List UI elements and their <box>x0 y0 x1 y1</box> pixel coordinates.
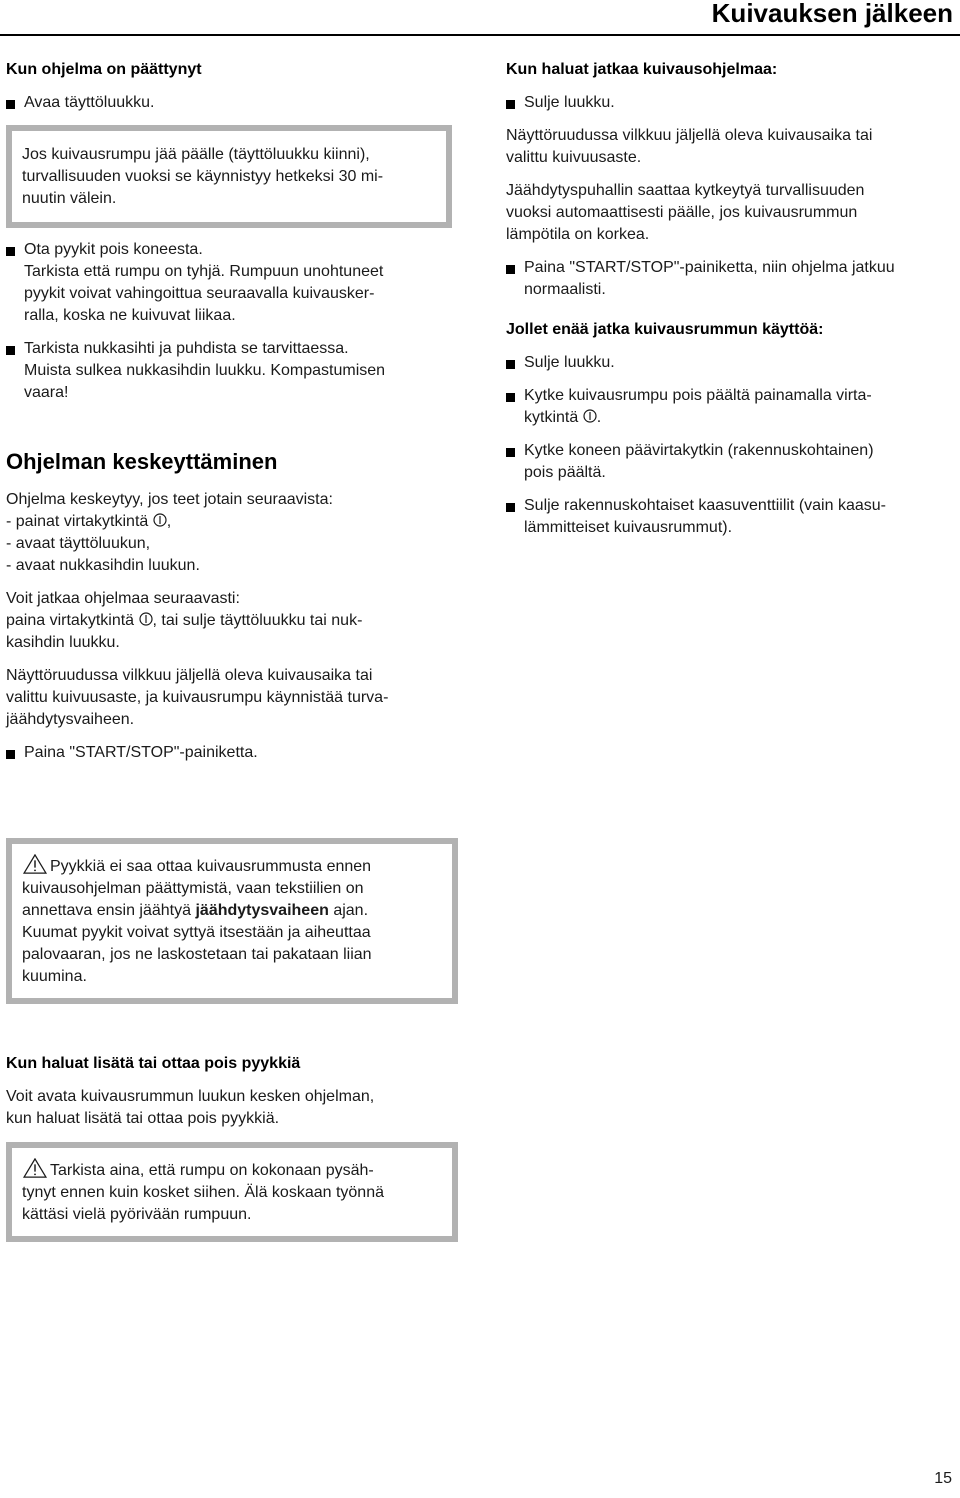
warning-line <box>22 854 442 878</box>
paragraph-line: - avaat täyttöluukun, <box>6 535 151 552</box>
list-item-text: . <box>596 409 602 426</box>
list-item-text: lämmitteiset kuivausrummut). <box>524 519 733 536</box>
list-item <box>6 92 452 114</box>
paragraph-text: - painat virtakytkintä <box>6 513 149 530</box>
section-heading-stop-use: Jollet enää jatka kuivausrummun käyttöä: <box>506 321 824 338</box>
list-item <box>506 352 952 374</box>
list-item-text: Paina "START/STOP"-painiketta, niin ohjelma jatkuu <box>524 259 895 276</box>
section-heading-interrupt: Ohjelman keskeyttäminen <box>6 449 278 474</box>
list-item-text: Sulje luukku. <box>524 354 615 371</box>
list-item-text: vaara! <box>24 384 69 401</box>
warning-box-hot-laundry <box>6 838 458 1004</box>
list-item-text: normaalisti. <box>524 281 606 298</box>
section-heading-add-remove: Kun haluat lisätä tai ottaa pois pyykkiä <box>6 1055 301 1072</box>
square-bullet-icon <box>506 360 515 369</box>
paragraph-text: , tai sulje täyttöluukku tai nuk- <box>152 612 363 629</box>
paragraph-line: valittu kuivuusaste, ja kuivausrumpu käynnistää turva- <box>6 689 389 706</box>
add-remove-laundry-section <box>6 1053 452 1242</box>
list-item <box>6 239 452 327</box>
warning-line: kuumina. <box>22 968 87 985</box>
paragraph-line: Voit avata kuivausrummun luukun kesken ohjelman, <box>6 1088 375 1105</box>
notice-line: nuutin välein. <box>22 190 117 207</box>
warning-line: tynyt ennen kuin kosket siihen. Älä koskaan työnnä <box>22 1184 384 1201</box>
notice-box <box>6 125 452 228</box>
warning-text: annettava ensin jäähtyä <box>22 902 196 919</box>
list-item-text: Paina "START/STOP"-painiketta. <box>24 744 258 761</box>
list-item-text: Tarkista nukkasihti ja puhdista se tarvittaessa. <box>24 340 349 357</box>
warning-line: kättäsi vielä pyörivään rumpuun. <box>22 1206 252 1223</box>
paragraph-line: lämpötila on korkea. <box>506 226 650 243</box>
square-bullet-icon <box>6 247 15 256</box>
paragraph-text: , <box>166 513 172 530</box>
paragraph-line <box>6 511 452 533</box>
list-item-text: Tarkista että rumpu on tyhjä. Rumpuun unohtuneet <box>24 263 384 280</box>
square-bullet-icon <box>6 100 15 109</box>
paragraph-line: vuoksi automaattisesti päälle, jos kuivausrummun <box>506 204 858 221</box>
paragraph-line: Jäähdytyspuhallin saattaa kytkeytyä turvallisuuden <box>506 182 865 199</box>
paragraph-display <box>6 665 452 731</box>
section-heading-continue: Kun haluat jatkaa kuivausohjelmaa: <box>506 61 778 78</box>
list-item-text: Sulje rakennuskohtaiset kaasuventtiilit (vain kaasu- <box>524 497 886 514</box>
header-rule <box>0 34 960 36</box>
left-column <box>6 59 452 775</box>
warning-triangle-icon <box>22 854 48 874</box>
square-bullet-icon <box>506 503 515 512</box>
list-item <box>506 92 952 114</box>
list-item-text: Kytke koneen päävirtakytkin (rakennuskohtainen) <box>524 442 874 459</box>
square-bullet-icon <box>506 100 515 109</box>
list-item <box>506 440 952 484</box>
paragraph-line: jäähdytysvaiheen. <box>6 711 135 728</box>
page-number: 15 <box>934 1470 952 1487</box>
list-item-text: Avaa täyttöluukku. <box>24 94 155 111</box>
list-item-text: Kytke kuivausrumpu pois päältä painamalla virta- <box>524 387 872 404</box>
paragraph-cooling-fan <box>506 180 952 246</box>
warning-box-rotating-drum <box>6 1142 458 1242</box>
list-item <box>506 257 952 301</box>
notice-line: Jos kuivausrumpu jää päälle (täyttöluukku kiinni), <box>22 146 370 163</box>
warning-line <box>22 900 442 922</box>
paragraph-line: kun haluat lisätä tai ottaa pois pyykkiä. <box>6 1110 280 1127</box>
paragraph-text: paina virtakytkintä <box>6 612 135 629</box>
list-item <box>6 338 452 404</box>
list-item-text: Muista sulkea nukkasihdin luukku. Kompastumisen <box>24 362 386 379</box>
paragraph-line: Voit jatkaa ohjelmaa seuraavasti: <box>6 590 240 607</box>
list-item-text: kytkintä <box>524 409 579 426</box>
paragraph-line: kasihdin luukku. <box>6 634 120 651</box>
list-item-line <box>524 407 952 429</box>
list-item-text: pyykit voivat vahingoittua seuraavalla kuivausker- <box>24 285 375 302</box>
square-bullet-icon <box>506 393 515 402</box>
warning-line: Kuumat pyykit voivat syttyä itsestään ja aiheuttaa <box>22 924 371 941</box>
warning-emphasis: jäähdytysvaiheen <box>195 902 329 919</box>
paragraph-line: - avaat nukkasihdin luukun. <box>6 557 200 574</box>
warning-triangle-icon <box>22 1158 48 1178</box>
page-header-title: Kuivauksen jälkeen <box>711 0 953 28</box>
right-column <box>506 59 952 550</box>
paragraph-line <box>6 610 452 632</box>
warning-line <box>22 1158 442 1182</box>
list-item-text: pois päältä. <box>524 464 606 481</box>
list-item-text: Sulje luukku. <box>524 94 615 111</box>
paragraph-interrupt-intro <box>6 489 452 577</box>
notice-line: turvallisuuden vuoksi se käynnistyy hetkeksi 30 mi- <box>22 168 384 185</box>
warning-text: Tarkista aina, että rumpu on kokonaan pysäh- <box>50 1162 374 1179</box>
square-bullet-icon <box>506 448 515 457</box>
power-switch-icon <box>139 611 153 627</box>
square-bullet-icon <box>506 265 515 274</box>
square-bullet-icon <box>6 750 15 759</box>
list-item <box>506 385 952 429</box>
list-item-text: ralla, koska ne kuivuvat liikaa. <box>24 307 236 324</box>
power-switch-icon <box>583 408 597 424</box>
paragraph-line: valittu kuivuusaste. <box>506 149 642 166</box>
section-heading-program-finished: Kun ohjelma on päättynyt <box>6 61 202 78</box>
paragraph-display-flash <box>506 125 952 169</box>
square-bullet-icon <box>6 346 15 355</box>
paragraph-line: Näyttöruudussa vilkkuu jäljellä oleva kuivausaika tai <box>506 127 873 144</box>
warning-line: kuivausohjelman päättymistä, vaan tekstiilien on <box>22 880 364 897</box>
list-item <box>6 742 452 764</box>
list-item-text: Ota pyykit pois koneesta. <box>24 241 203 258</box>
warning-text: ajan. <box>328 902 369 919</box>
power-switch-icon <box>153 512 167 528</box>
warning-line: palovaaran, jos ne laskostetaan tai pakataan liian <box>22 946 372 963</box>
list-item <box>506 495 952 539</box>
paragraph-line: Ohjelma keskeytyy, jos teet jotain seuraavista: <box>6 491 333 508</box>
paragraph-resume <box>6 588 452 654</box>
paragraph-line: Näyttöruudussa vilkkuu jäljellä oleva kuivausaika tai <box>6 667 373 684</box>
paragraph-add-remove <box>6 1086 452 1130</box>
warning-text: Pyykkiä ei saa ottaa kuivausrummusta ennen <box>50 858 372 875</box>
